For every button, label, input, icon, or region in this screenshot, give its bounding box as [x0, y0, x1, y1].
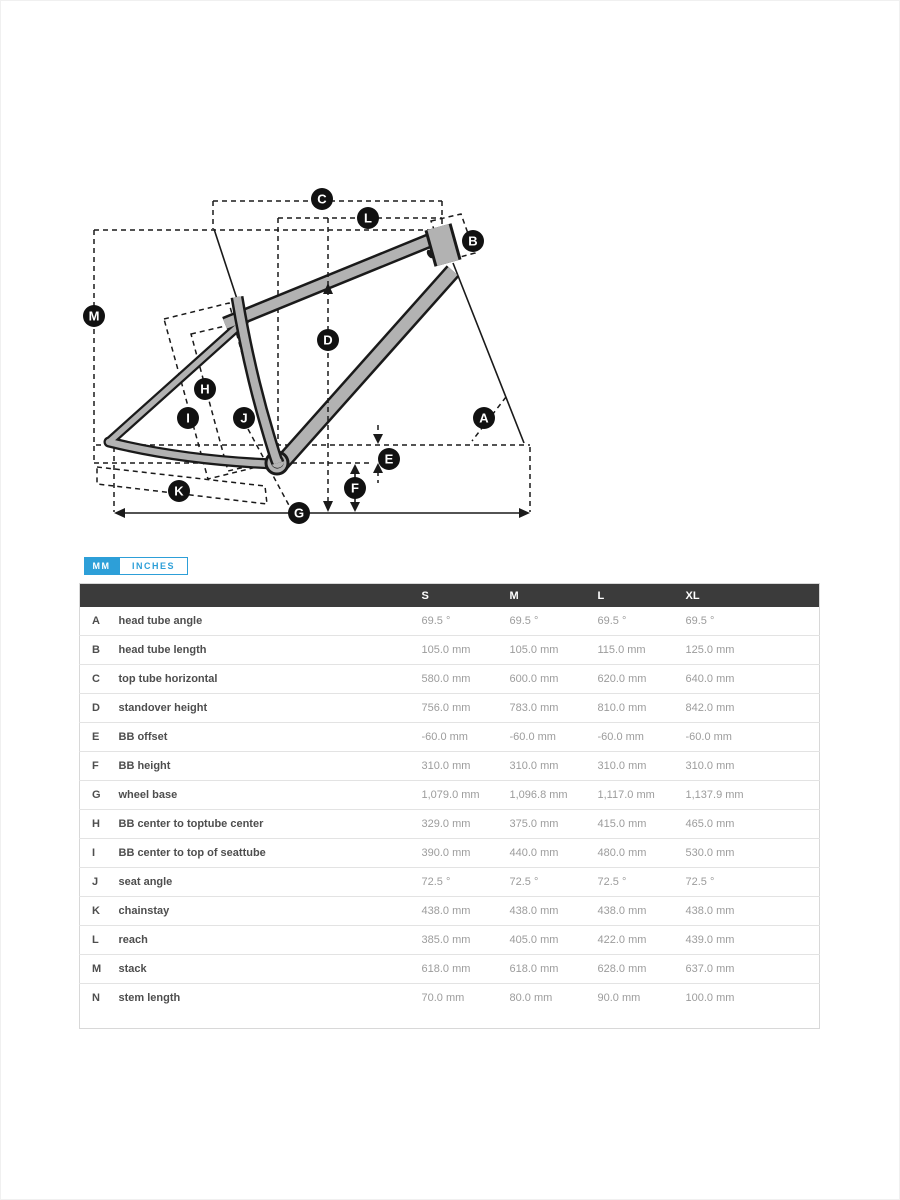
value-cell: -60.0 mm: [684, 723, 772, 752]
row-name: standover height: [117, 694, 420, 723]
value-cell: 1,096.8 mm: [508, 781, 596, 810]
header-letter-col: [80, 584, 117, 608]
value-cell: 69.5 °: [684, 607, 772, 636]
value-cell: 80.0 mm: [508, 984, 596, 1029]
diagram-label-text: I: [186, 410, 190, 426]
value-cell: 69.5 °: [596, 607, 684, 636]
table-row: [80, 984, 820, 1029]
row-letter: A: [80, 607, 117, 636]
value-cell: 310.0 mm: [596, 752, 684, 781]
bb-height-arrow-up: [350, 464, 360, 474]
value-cell: 637.0 mm: [684, 955, 772, 984]
diagram-label-text: B: [468, 233, 478, 249]
value-cell: 438.0 mm: [420, 897, 508, 926]
row-name: seat angle: [117, 868, 420, 897]
mm-tab[interactable]: MM: [84, 557, 119, 575]
table-row: [80, 607, 820, 636]
value-cell: 415.0 mm: [596, 810, 684, 839]
table-header-row: [80, 584, 820, 608]
value-cell: 422.0 mm: [596, 926, 684, 955]
row-filler: [772, 868, 820, 897]
table-row: [80, 723, 820, 752]
wheelbase-arrow-left: [114, 508, 125, 518]
row-letter: L: [80, 926, 117, 955]
diagram-label-text: H: [200, 381, 210, 397]
header-filler: [772, 584, 820, 608]
diagram-label-text: G: [293, 505, 305, 521]
row-letter: M: [80, 955, 117, 984]
standover-arrow-down: [323, 501, 333, 512]
row-filler: [772, 839, 820, 868]
value-cell: 70.0 mm: [420, 984, 508, 1029]
value-cell: 310.0 mm: [508, 752, 596, 781]
row-letter: G: [80, 781, 117, 810]
value-cell: 405.0 mm: [508, 926, 596, 955]
row-filler: [772, 810, 820, 839]
row-name: BB center to toptube center: [117, 810, 420, 839]
row-name: head tube length: [117, 636, 420, 665]
header-name-col: [117, 584, 420, 608]
col-header-s: S: [420, 584, 508, 608]
value-cell: 310.0 mm: [684, 752, 772, 781]
row-filler: [772, 752, 820, 781]
value-cell: 465.0 mm: [684, 810, 772, 839]
table-row: [80, 694, 820, 723]
value-cell: 618.0 mm: [508, 955, 596, 984]
value-cell: 69.5 °: [420, 607, 508, 636]
value-cell: 1,137.9 mm: [684, 781, 772, 810]
row-name: reach: [117, 926, 420, 955]
value-cell: 105.0 mm: [420, 636, 508, 665]
row-letter: E: [80, 723, 117, 752]
value-cell: 580.0 mm: [420, 665, 508, 694]
dimension-arrows: [114, 218, 530, 518]
value-cell: 600.0 mm: [508, 665, 596, 694]
inches-tab[interactable]: INCHES: [119, 557, 188, 575]
row-letter: F: [80, 752, 117, 781]
value-cell: 438.0 mm: [508, 897, 596, 926]
value-cell: 438.0 mm: [596, 897, 684, 926]
row-letter: J: [80, 868, 117, 897]
table-row: [80, 955, 820, 984]
value-cell: 620.0 mm: [596, 665, 684, 694]
bb-offset-arrow-down: [373, 434, 383, 444]
row-filler: [772, 636, 820, 665]
table-row: [80, 810, 820, 839]
row-filler: [772, 781, 820, 810]
table-row: [80, 897, 820, 926]
value-cell: 125.0 mm: [684, 636, 772, 665]
row-filler: [772, 607, 820, 636]
units-toggle: [84, 557, 188, 575]
row-name: BB center to top of seattube: [117, 839, 420, 868]
row-filler: [772, 926, 820, 955]
col-header-xl: XL: [684, 584, 772, 608]
diagram-label-text: D: [323, 332, 333, 348]
table-row: [80, 839, 820, 868]
value-cell: 385.0 mm: [420, 926, 508, 955]
value-cell: 69.5 °: [508, 607, 596, 636]
diagram-label-text: C: [317, 191, 327, 207]
value-cell: 72.5 °: [684, 868, 772, 897]
value-cell: 628.0 mm: [596, 955, 684, 984]
value-cell: 90.0 mm: [596, 984, 684, 1029]
row-letter: K: [80, 897, 117, 926]
value-cell: 439.0 mm: [684, 926, 772, 955]
value-cell: 618.0 mm: [420, 955, 508, 984]
value-cell: 115.0 mm: [596, 636, 684, 665]
value-cell: 1,079.0 mm: [420, 781, 508, 810]
wheelbase-arrow-right: [519, 508, 530, 518]
value-cell: 329.0 mm: [420, 810, 508, 839]
row-filler: [772, 984, 820, 1029]
bike-frame: [109, 227, 453, 474]
row-letter: N: [80, 984, 117, 1029]
diagram-label-text: A: [479, 410, 489, 426]
table-row: [80, 752, 820, 781]
diagram-label-text: M: [88, 308, 100, 324]
col-header-m: M: [508, 584, 596, 608]
diagram-label-text: L: [364, 210, 372, 226]
value-cell: 438.0 mm: [684, 897, 772, 926]
row-letter: H: [80, 810, 117, 839]
table-row: [80, 781, 820, 810]
diagram-label-text: E: [384, 451, 394, 467]
value-cell: 105.0 mm: [508, 636, 596, 665]
value-cell: 390.0 mm: [420, 839, 508, 868]
frame-geometry-diagram: [1, 1, 900, 556]
col-header-l: L: [596, 584, 684, 608]
row-name: wheel base: [117, 781, 420, 810]
reach-line: [278, 218, 442, 462]
value-cell: -60.0 mm: [420, 723, 508, 752]
row-name: stem length: [117, 984, 420, 1029]
value-cell: 100.0 mm: [684, 984, 772, 1029]
row-filler: [772, 897, 820, 926]
value-cell: 375.0 mm: [508, 810, 596, 839]
row-letter: I: [80, 839, 117, 868]
geometry-table: [79, 583, 820, 1029]
row-name: BB height: [117, 752, 420, 781]
diagram-label-text: J: [240, 410, 248, 426]
row-filler: [772, 665, 820, 694]
value-cell: 480.0 mm: [596, 839, 684, 868]
row-letter: D: [80, 694, 117, 723]
value-cell: 783.0 mm: [508, 694, 596, 723]
value-cell: -60.0 mm: [596, 723, 684, 752]
table-row: [80, 665, 820, 694]
row-filler: [772, 955, 820, 984]
row-letter: C: [80, 665, 117, 694]
row-filler: [772, 723, 820, 752]
geometry-table-body: [80, 607, 820, 1029]
value-cell: 72.5 °: [596, 868, 684, 897]
value-cell: 842.0 mm: [684, 694, 772, 723]
value-cell: 72.5 °: [420, 868, 508, 897]
diagram-label-text: K: [174, 483, 184, 499]
row-name: chainstay: [117, 897, 420, 926]
row-name: BB offset: [117, 723, 420, 752]
value-cell: 530.0 mm: [684, 839, 772, 868]
value-cell: 640.0 mm: [684, 665, 772, 694]
row-filler: [772, 694, 820, 723]
value-cell: 310.0 mm: [420, 752, 508, 781]
table-row: [80, 868, 820, 897]
value-cell: -60.0 mm: [508, 723, 596, 752]
value-cell: 1,117.0 mm: [596, 781, 684, 810]
value-cell: 440.0 mm: [508, 839, 596, 868]
value-cell: 72.5 °: [508, 868, 596, 897]
table-row: [80, 636, 820, 665]
row-name: top tube horizontal: [117, 665, 420, 694]
value-cell: 756.0 mm: [420, 694, 508, 723]
table-row: [80, 926, 820, 955]
bb-height-arrow-down: [350, 502, 360, 512]
row-letter: B: [80, 636, 117, 665]
seat-axis-line: [214, 229, 237, 299]
value-cell: 810.0 mm: [596, 694, 684, 723]
row-name: stack: [117, 955, 420, 984]
row-name: head tube angle: [117, 607, 420, 636]
diagram-label-text: F: [351, 480, 359, 496]
